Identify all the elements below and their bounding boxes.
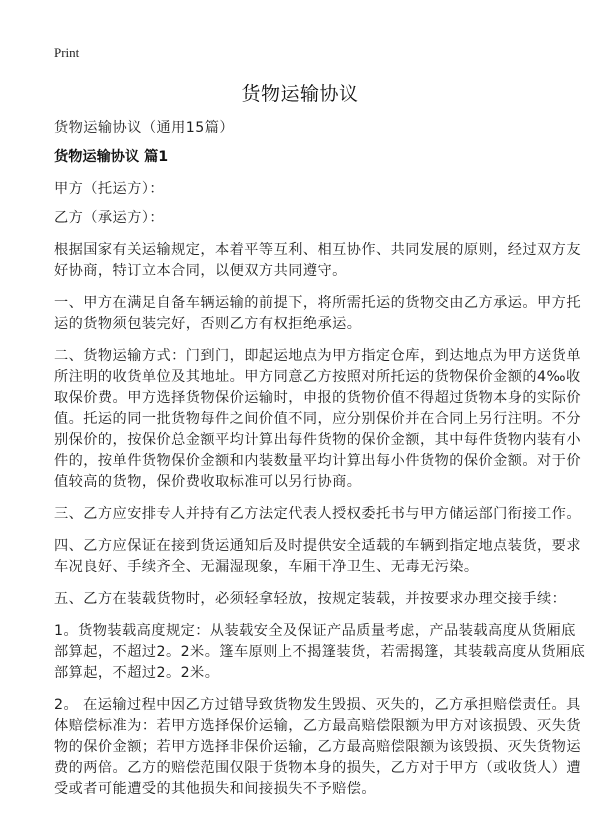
paragraph-clause-4 (54, 536, 581, 578)
party-a-label: 甲方（托运方）： (54, 181, 165, 197)
text-line: 三、乙方应安排专人并持有乙方法定代表人授权委托书与甲方储运部门衔接工作。 (54, 506, 581, 522)
text-line: 物的保价金额；若甲方选择非保价运输，乙方最高赔偿限额为该毁损、灭失货物运 (54, 739, 581, 755)
text-line: 值。托运的同一批货物每件之间价值不同，应分别保价并在合同上另行注明。不分 (54, 411, 581, 427)
text-line: 1。货物装载高度规定：从装载安全及保证产品质量考虑，产品装载高度从货厢底 (54, 623, 576, 639)
text-line: 部算起，不超过2。2米。篷车原则上不揭篷装货，若需揭篷，其装载高度从货厢底 (54, 644, 586, 660)
text-line: 取保价费。甲方选择货物保价运输时，申报的货物价值不得超过货物本身的实际价 (54, 390, 581, 406)
text-line: 别保价的，按保价总金额平均计算出每件货物的保价金额，其中每件货物内装有小 (54, 432, 581, 448)
document-body (54, 118, 586, 811)
party-a-field (54, 179, 550, 200)
section-heading (54, 147, 550, 168)
party-b-label: 乙方（承运方）： (54, 210, 165, 226)
text-line: 件的，按单件货物保价金额和内装数量平均计算出每小件货物的保价金额。对于价 (54, 453, 581, 469)
paragraph-clause-1 (54, 293, 581, 335)
text-line: 一、甲方在满足自备车辆运输的前提下，将所需托运的货物交由乙方承运。甲方托 (54, 295, 581, 311)
paragraph-clause-5-2 (54, 695, 581, 800)
text-line: 部算起，不超过2。2米。 (54, 665, 220, 681)
paragraph-clause-5 (54, 589, 567, 610)
text-line: 运的货物须包装完好，否则乙方有权拒绝承运。 (54, 316, 362, 332)
subtitle-text: 货物运输协议（通用15篇） (54, 120, 234, 136)
text-line: 好协商，特订立本合同，以便双方共同遵守。 (54, 263, 347, 279)
section-heading-text: 货物运输协议 篇1 (54, 149, 169, 165)
text-line: 五、乙方在装载货物时，必须轻拿轻放，按规定装载，并按要求办理交接手续： (54, 591, 567, 607)
paragraph-clause-2 (54, 346, 581, 493)
document-title: 货物运输协议 (241, 83, 359, 105)
paragraph-clause-5-1 (54, 621, 586, 684)
text-line: 二、货物运输方式：门到门，即起运地点为甲方指定仓库，到达地点为甲方送货单 (54, 348, 581, 364)
text-line: 车况良好、手续齐全、无漏湿现象，车厢干净卫生、无毒无污染。 (54, 559, 479, 575)
document-subtitle (54, 118, 550, 139)
text-line: 受或者可能遭受的其他损失和间接损失不予赔偿。 (54, 781, 377, 797)
party-b-field (54, 208, 550, 229)
text-line: 四、乙方应保证在接到货运通知后及时提供安全适载的车辆到指定地点装货，要求 (54, 538, 581, 554)
paragraph-preamble (54, 240, 581, 282)
print-label: Print (54, 45, 80, 60)
text-line: 值较高的货物，保价费收取标准可以另行协商。 (54, 474, 362, 490)
text-line: 费的两倍。乙方的赔偿范围仅限于货物本身的损失，乙方对于甲方（或收货人）遭 (54, 760, 581, 776)
text-line: 体赔偿标准为：若甲方选择保价运输，乙方最高赔偿限额为甲方对该损毁、灭失货 (54, 718, 581, 734)
text-line: 根据国家有关运输规定，本着平等互利、相互协作、共同发展的原则，经过双方友 (54, 242, 581, 258)
text-line: 所注明的收货单位及其地址。甲方同意乙方按照对所托运的货物保价金额的4‰收 (54, 369, 581, 385)
text-line: 2。 在运输过程中因乙方过错导致货物发生毁损、灭失的，乙方承担赔偿责任。具 (54, 697, 581, 713)
paragraph-clause-3 (54, 504, 581, 525)
